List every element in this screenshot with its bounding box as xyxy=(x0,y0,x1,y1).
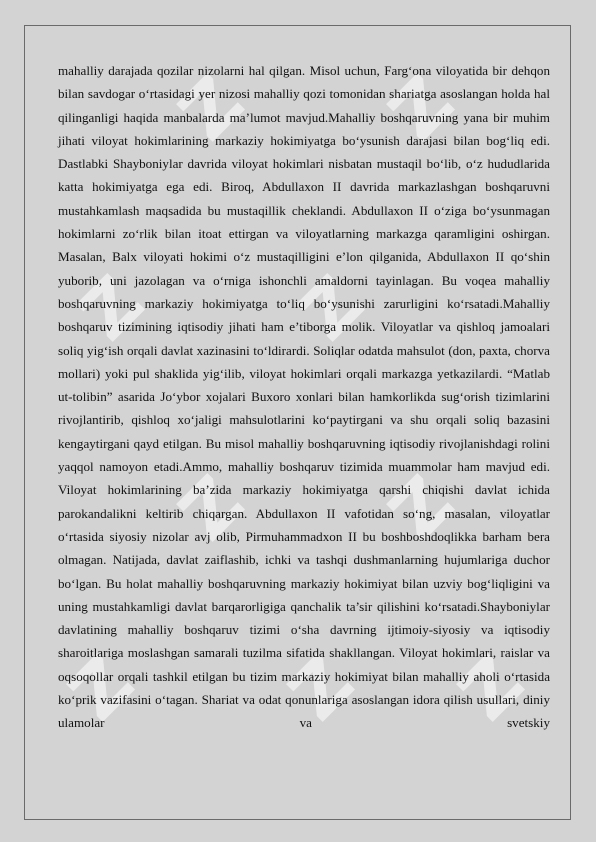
watermark: Z xyxy=(442,639,540,737)
watermark: Z xyxy=(372,59,470,157)
watermark: Z xyxy=(372,459,470,557)
watermark: Z xyxy=(162,459,260,557)
document-page xyxy=(24,25,571,820)
watermark: Z xyxy=(62,259,160,357)
watermark: Z xyxy=(162,59,260,157)
body-paragraph: mahalliy darajada qozilar nizolarni hal qilgan. Misol uchun, Farg‘ona viloyatida bir dehqon bilan savdogar o‘rtasidagi yer nizosi mahalliy qozi tomonidan shariatga asoslangan holda hal qilinganligi haqida manbalarda ma’lumot mavjud.Mahalliy boshqaruvning yana bir muhim jihati viloyat hokimlarining markaziy hokimiyatga bo‘ysunish darajasi bilan bog‘liq edi. Dastlabki Shayboniylar davrida viloyat hokimlari nisbatan mustaqil bo‘lib, o‘z hududlarida katta hokimiyatga ega edi. Biroq, Abdullaxon II davrida markazlashgan boshqaruvni mustahkamlash maqsadida bu mustaqillik cheklandi. Abdullaxon II o‘ziga bo‘ysunmagan hokimlarni zo‘rlik bilan itoat ettirgan va viloyatlarning markazga qaramligini oshirgan. Masalan, Balx viloyati hokimi o‘z mustaqilligini e’lon qilganida, Abdullaxon II qo‘shin yuborib, uni jazolagan va o‘rniga ishonchli amaldorni tayinlagan. Bu voqea mahalliy boshqaruvning markaziy hokimiyatga to‘liq bo‘ysunishi zarurligini ko‘rsatadi.Mahalliy boshqaruv tizimining iqtisodiy jihati ham e’tiborga molik. Viloyatlar va qishloq jamoalari soliq yig‘ish orqali davlat xazinasini to‘ldirardi. Soliqlar odatda mahsulot (don, paxta, chorva mollari) yoki pul shaklida yig‘ilib, viloyat hokimlari orqali markazga yetkazilardi. “Matlab ut-tolibin” asarida Jo‘ybor xojalari Buxoro xonlari bilan hamkorlikda sug‘orish tizimlarini rivojlantirib, qishloq xo‘jaligi mahsulotlarini ko‘paytirgani va shu orqali soliq bazasini kengaytirgani qayd etilgan. Bu misol mahalliy boshqaruvning iqtisodiy rivojlanishdagi rolini yaqqol namoyon etadi.Ammo, mahalliy boshqaruv tizimida muammolar ham mavjud edi. Viloyat hokimlarining ba’zida markaziy hokimiyatga qarshi chiqishi davlat ichida parokandalikni keltirib chiqargan. Abdullaxon II vafotidan so‘ng, masalan, viloyatlar o‘rtasida siyosiy nizolar avj olib, Pirmuhammadxon II bu boshboshdoqlikka barham bera olmagan. Natijada, davlat zaiflashib, ichki va tashqi dushmanlarning hujumlariga duchor bo‘lgan. Bu holat mahalliy boshqaruvning markaziy hokimiyat bilan uzviy bog‘liqligini va uning mustahkamligi davlat barqarorligiga qanchalik ta’sir qilishini ko‘rsatadi.Shayboniylar davlatining mahalliy boshqaruv tizimi o‘sha davrning ijtimoiy-siyosiy va iqtisodiy sharoitlariga moslashgan samarali tuzilma sifatida shakllangan. Viloyat hokimlari, raislar va oqsoqollar orqali tashkil etilgan bu tizim markaziy hokimiyat bilan mahalliy aholi o‘rtasida ko‘prik vazifasini o‘tagan. Shariat va odat qonunlariga asoslangan idora qilish usullari, diniy ulamolar va svetskiy xyxy=(58,63,550,731)
watermark: Z xyxy=(272,639,370,737)
watermark: Z xyxy=(282,259,380,357)
watermark: Z xyxy=(52,639,150,737)
